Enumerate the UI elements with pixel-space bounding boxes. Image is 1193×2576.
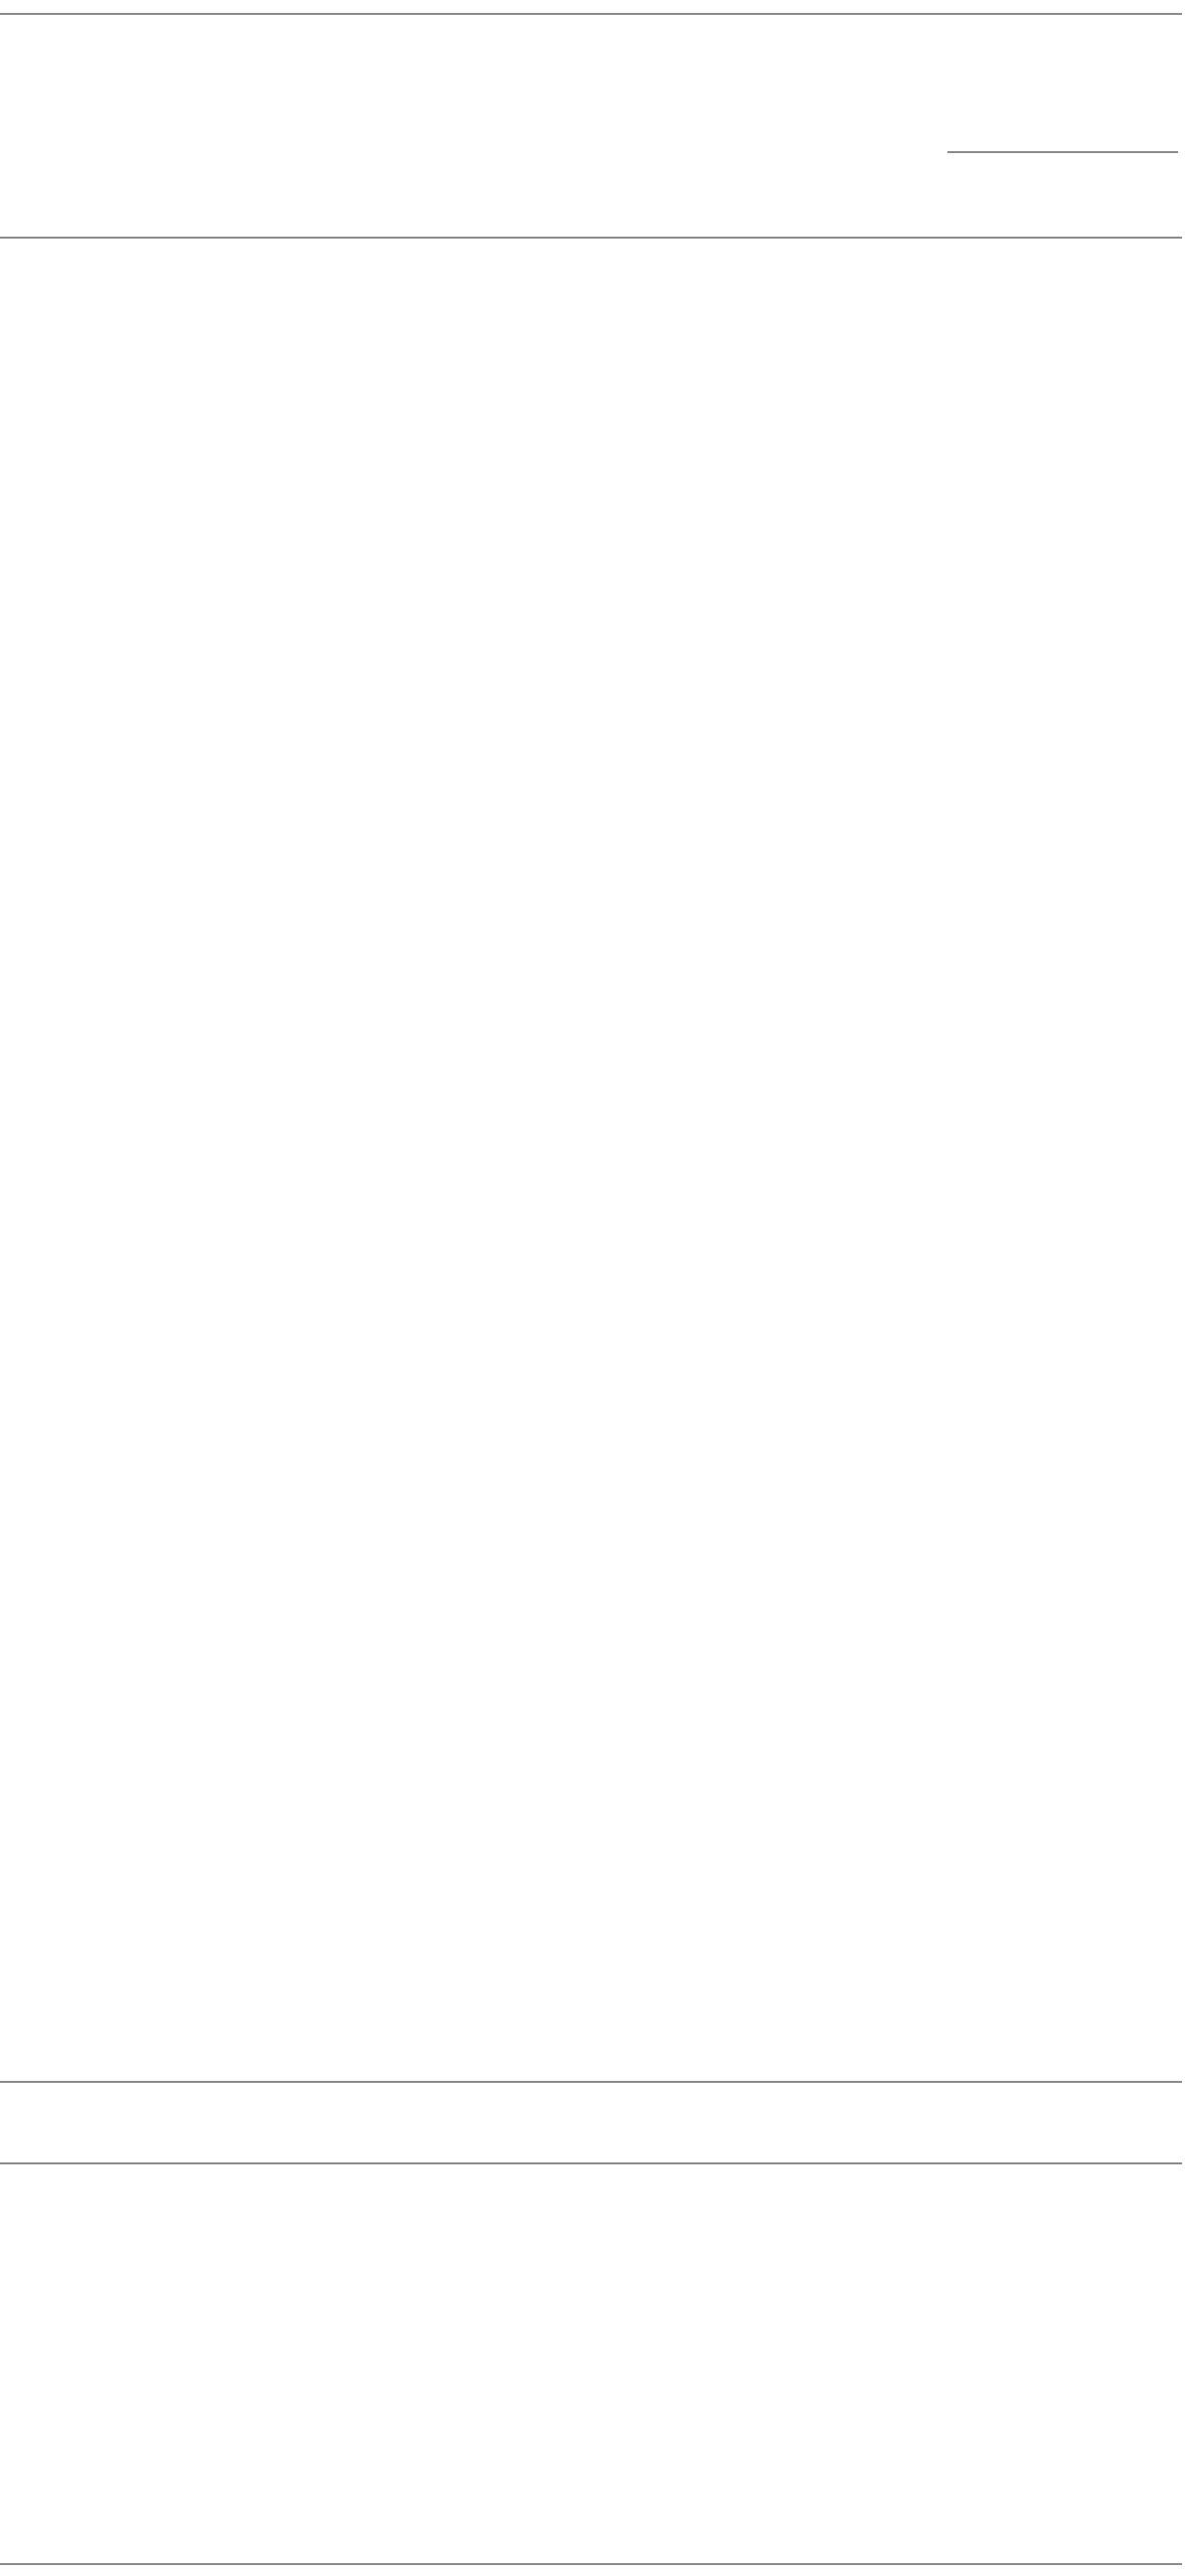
sample-header-rule (947, 151, 1178, 153)
bottom-rule (0, 2563, 1182, 2565)
header-bottom-rule (0, 237, 1182, 239)
top-rule (0, 13, 1182, 15)
clinical-header-rule (0, 2162, 1182, 2164)
clinical-top-rule (0, 2081, 1182, 2083)
clinical-header-row (0, 2095, 1193, 2148)
